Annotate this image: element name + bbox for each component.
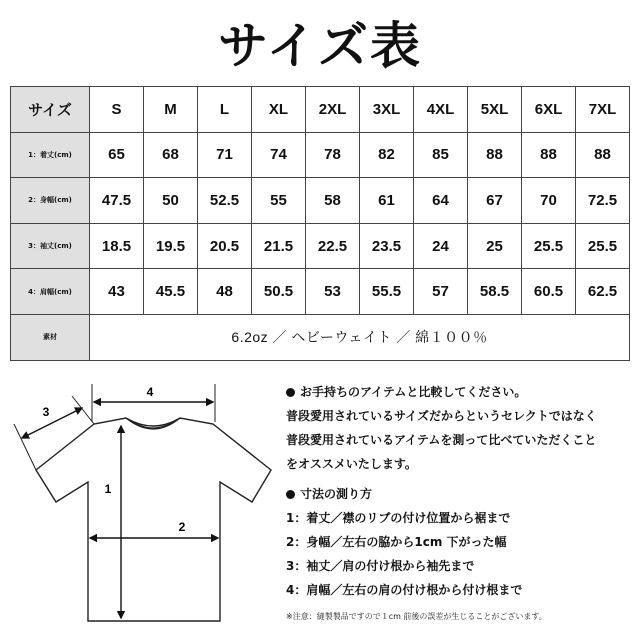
material-value: 6.2oz ／ ヘビーウェイト ／ 綿１００％: [90, 314, 630, 360]
table-cell: 50.5: [252, 269, 306, 315]
table-cell: 88: [576, 132, 630, 178]
tshirt-collar: [126, 418, 180, 429]
row-label: 素材: [11, 314, 90, 360]
table-cell: 52.5: [198, 178, 252, 224]
table-header-row: [11, 87, 630, 133]
table-cell: 58.5: [468, 269, 522, 315]
table-cell: 85: [414, 132, 468, 178]
table-cell: 18.5: [90, 223, 144, 269]
row-label: サイズ: [11, 87, 90, 133]
measure-heading: 寸法の測り方: [286, 486, 372, 502]
label-shoulder: 4: [146, 385, 154, 399]
table-cell: 19.5: [144, 223, 198, 269]
row-label: 3：袖丈(cm): [11, 223, 90, 269]
compare-heading: お手持ちのアイテムと比較してください。: [286, 384, 526, 400]
tshirt-diagram: [8, 378, 276, 628]
tshirt-outline: [36, 418, 271, 621]
table-cell: 74: [252, 132, 306, 178]
size-table: [10, 86, 630, 361]
table-cell: 71: [198, 132, 252, 178]
size-header-cell: 7XL: [576, 87, 630, 133]
measure-line: 1：着丈／襟のリブの付け位置から裾まで: [286, 511, 511, 525]
measure-line: 4：肩幅／左右の肩の付け根から付け根まで: [286, 583, 523, 597]
size-header-cell: 4XL: [414, 87, 468, 133]
label-width: 2: [178, 520, 186, 534]
row-label: 1：着丈(cm): [11, 132, 90, 178]
table-cell: 50: [144, 178, 198, 224]
compare-line: 普段愛用されているアイテムを測って比べていただくこと: [286, 433, 597, 447]
table-cell: 61: [360, 178, 414, 224]
size-header-cell: L: [198, 87, 252, 133]
table-cell: 67: [468, 178, 522, 224]
table-cell: 20.5: [198, 223, 252, 269]
table-row: [11, 178, 630, 224]
table-cell: 25.5: [522, 223, 576, 269]
size-header-cell: 3XL: [360, 87, 414, 133]
table-cell: 25: [468, 223, 522, 269]
table-cell: 62.5: [576, 269, 630, 315]
size-header-cell: 6XL: [522, 87, 576, 133]
row-label: 4：肩幅(cm): [11, 269, 90, 315]
table-cell: 45.5: [144, 269, 198, 315]
table-row: [11, 132, 630, 178]
table-cell: 22.5: [306, 223, 360, 269]
table-cell: 47.5: [90, 178, 144, 224]
table-cell: 57: [414, 269, 468, 315]
table-row: [11, 223, 630, 269]
table-cell: 65: [90, 132, 144, 178]
size-header-cell: M: [144, 87, 198, 133]
label-length: 1: [104, 482, 112, 496]
label-sleeve: 3: [42, 405, 50, 419]
size-header-cell: XL: [252, 87, 306, 133]
sleeve-arrow: [22, 408, 82, 438]
table-cell: 58: [306, 178, 360, 224]
table-cell: 72.5: [576, 178, 630, 224]
compare-line: 普段愛用されているサイズだからというセレクトではなく: [286, 409, 597, 423]
bullet-icon: [286, 388, 295, 397]
table-cell: 24: [414, 223, 468, 269]
bullet-icon: [286, 490, 295, 499]
table-cell: 60.5: [522, 269, 576, 315]
table-cell: 25.5: [576, 223, 630, 269]
material-row: [11, 314, 630, 360]
size-header-cell: 2XL: [306, 87, 360, 133]
page-title: サイズ表: [218, 17, 422, 75]
table-cell: 53: [306, 269, 360, 315]
caution-note: ※注意：縫製製品ですので１cm 前後の誤差が生じることがございます。: [286, 612, 547, 621]
table-cell: 88: [522, 132, 576, 178]
table-cell: 70: [522, 178, 576, 224]
table-cell: 23.5: [360, 223, 414, 269]
measure-line: 3：袖丈／肩の付け根から袖先まで: [286, 559, 475, 573]
table-cell: 55: [252, 178, 306, 224]
table-cell: 55.5: [360, 269, 414, 315]
table-cell: 68: [144, 132, 198, 178]
size-header-cell: S: [90, 87, 144, 133]
table-cell: 43: [90, 269, 144, 315]
table-cell: 78: [306, 132, 360, 178]
table-cell: 88: [468, 132, 522, 178]
size-header-cell: 5XL: [468, 87, 522, 133]
table-cell: 82: [360, 132, 414, 178]
row-label: 2：身幅(cm): [11, 178, 90, 224]
compare-line: をオススメいたします。: [286, 457, 417, 471]
measure-line: 2：身幅／左右の脇から1cm 下がった幅: [286, 535, 507, 549]
table-cell: 64: [414, 178, 468, 224]
table-cell: 48: [198, 269, 252, 315]
table-row: [11, 269, 630, 315]
table-cell: 21.5: [252, 223, 306, 269]
